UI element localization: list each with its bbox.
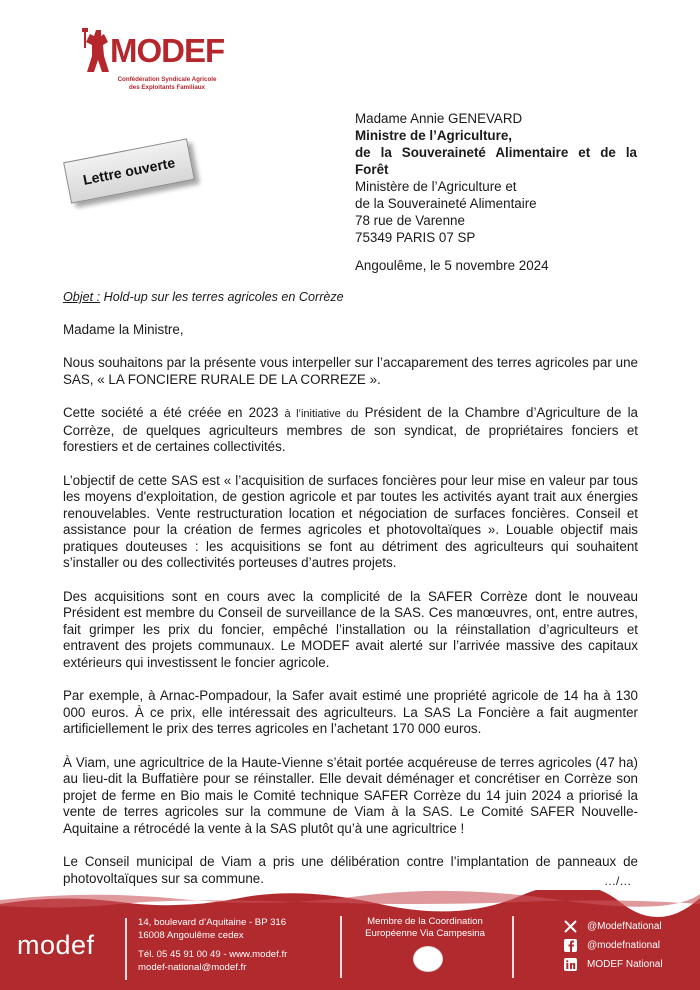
recipient-title: de la Souveraineté Alimentaire et de la [355, 145, 637, 160]
social-handle: @ModefNational [587, 920, 662, 932]
social-linkedin[interactable] [563, 957, 663, 971]
recipient-name: Madame Annie GENEVARD [355, 111, 523, 126]
paragraph: L’objectif de cette SAS est « l’acquisition de surfaces foncières pour leur mise en valeur par tous les moyens d'exploitation, de gestion agricole et par toutes les activités ayant trait aux énergies renouvelables. Vente restructuration location et négociation de surfaces foncières. Conseil et assistance pour la création de fermes agricoles et photovoltaïques ». Louable objectif mais pratiques douteuses : les acquisitions se font au détriment des agriculteurs qui souhaitent s’installer ou des collectivités porteuses d’autres projets. [63, 472, 638, 570]
logo-subtitle: des Exploitants Familiaux [129, 84, 205, 91]
recipient-ministry: Ministère de l’Agriculture et [355, 179, 517, 194]
logo-wordmark: MODEF [110, 32, 225, 69]
membership-line: Membre de la Coordination [367, 916, 483, 927]
social-x[interactable] [563, 919, 662, 933]
paragraph-text: Président de la Chambre d’Agriculture de la Corrèze, de quelques agriculteurs membres de son syndicat, de propriétaires fonciers et forestiers et de certaines collectivités. [63, 405, 638, 454]
email: modef-national@modef.fr [138, 962, 247, 973]
recipient-ministry: de la Souveraineté Alimentaire [355, 196, 537, 211]
social-handle: MODEF National [587, 958, 663, 970]
social-handle: @modefnational [587, 939, 660, 951]
footer-divider [125, 918, 127, 980]
phone-website: Tél. 05 45 91 00 49 - www.modef.fr [138, 949, 288, 960]
paragraph-text: Cette société a été créée en 2023 [63, 405, 279, 420]
paragraph: Des acquisitions sont en cours avec la complicité de la SAFER Corrèze dont le nouveau Président est membre du Conseil de surveillance de la SAS. Ces manœuvres, ont, entre autres, fait grimper les prix du foncier, empêché l’installation ou la réinstallation d’agriculteurs et entravent des projets communaux. Le MODEF avait alerté sur l’arrivée massive des capitaux extérieurs qui investissent le foncier agricole. [63, 588, 638, 670]
footer-address [138, 916, 287, 974]
continuation-mark: …/… [604, 874, 632, 888]
address-line: 14, boulevard d’Aquitaine - BP 316 [138, 917, 287, 928]
social-facebook[interactable] [563, 938, 660, 952]
letter-date: Angoulême, le 5 novembre 2024 [355, 258, 549, 273]
open-letter-stamp: Lettre ouverte [63, 138, 195, 203]
paragraph: À Viam, une agricultrice de la Haute-Vienne s’était portée acquéreuse de terres agricoles (47 ha) au lieu-dit la Buffatière pour se réinstaller. Elle devait déménager et concrétiser en Corrèze son projet de ferme en Bio mais le Comité technique SAFER Corrèze du 14 juin 2024 a priorisé la vente de terres agricoles sur la commune de Viam à la SAS. Le Comité SAFER Nouvelle-Aquitaine a rétrocédé la vente à la SAS plutôt qu’à une agricultrice ! [63, 754, 638, 836]
membership-line: Européenne Via Campesina [365, 928, 485, 939]
footer-divider [340, 916, 342, 978]
salutation: Madame la Ministre, [63, 322, 184, 337]
via-campesina-membership [360, 916, 490, 940]
paragraph-text-small: à l’initiative du [284, 408, 359, 420]
recipient-street: 78 rue de Varenne [355, 213, 465, 228]
footer-divider [512, 916, 514, 978]
recipient-title: Ministre de l’Agriculture, [355, 128, 512, 143]
linkedin-icon [563, 957, 577, 971]
modef-logo [82, 26, 225, 106]
address-line: 16008 Angoulême cedex [138, 930, 244, 941]
logo-subtitle: Confédération Syndicale Agricole [117, 76, 217, 83]
paragraph [63, 405, 638, 456]
footer [0, 890, 700, 990]
subject-label: Objet : [63, 290, 101, 304]
recipient-city: 75349 PARIS 07 SP [355, 230, 476, 245]
x-icon [563, 919, 577, 933]
via-campesina-logo-icon [413, 946, 443, 972]
paragraph: Nous souhaitons par la présente vous interpeller sur l’accaparement des terres agricoles par une SAS, « LA FONCIERE RURALE DE LA CORREZE ». [63, 355, 638, 387]
paragraph: Par exemple, à Arnac-Pompadour, la Safer avait estimé une propriété agricole de 14 ha à 130 000 euros. À ce prix, elle intéressait des agriculteurs. La SAS La Foncière a fait augmenter artificiellement le prix des terres agricoles en l’achetant 170 000 euros. [63, 688, 638, 736]
letter-body [63, 355, 638, 904]
subject-line [63, 290, 344, 304]
facebook-icon [563, 938, 577, 952]
recipient-address [355, 110, 637, 246]
footer-logo: modef [17, 930, 95, 960]
paragraph: Le Conseil municipal de Viam a pris une délibération contre l’implantation de panneaux de photovoltaïques sur sa commune. [63, 854, 638, 886]
recipient-title: Forêt [355, 162, 389, 177]
subject-text: Hold-up sur les terres agricoles en Corrèze [103, 290, 344, 304]
